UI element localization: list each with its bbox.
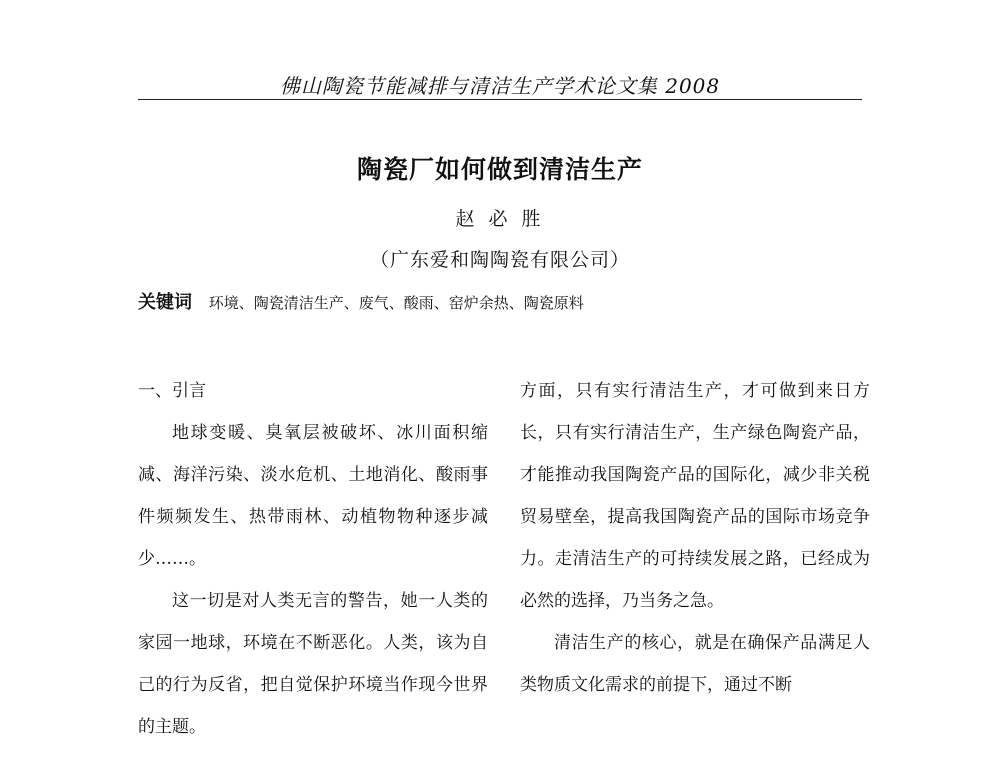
keywords-label: 关键词 bbox=[138, 292, 192, 313]
right-column bbox=[520, 370, 870, 706]
paper-title: 陶瓷厂如何做到清洁生产 bbox=[356, 155, 643, 184]
left-column bbox=[138, 370, 488, 748]
paragraph: 方面，只有实行清洁生产，才可做到来日方长，只有实行清洁生产，生产绿色陶瓷产品，才能推动我国陶瓷产品的国际化，减少非关税贸易壁垒，提高我国陶瓷产品的国际市场竞争力。走清洁生产的可持续发展之路，已经成为必然的选择，乃当务之急。 bbox=[520, 381, 870, 611]
affiliation: （广东爱和陶陶瓷有限公司） bbox=[369, 249, 630, 271]
running-head: 佛山陶瓷节能减排与清洁生产学术论文集 2008 bbox=[279, 74, 721, 98]
paragraph: 这一切是对人类无言的警告，她一人类的家园一地球，环境在不断恶化。人类，该为自己的行为反省，把自觉保护环境当作现今世界的主题。 bbox=[138, 591, 488, 737]
keywords bbox=[138, 288, 862, 314]
author: 赵 必 胜 bbox=[455, 208, 545, 230]
keywords-text: 环境、陶瓷清洁生产、废气、酸雨、窑炉余热、陶瓷原料 bbox=[208, 294, 584, 312]
paragraph: 地球变暖、臭氧层被破坏、冰川面积缩减、海洋污染、淡水危机、土地消化、酸雨事件频频发生、热带雨林、动植物物种逐步减少……。 bbox=[138, 423, 488, 569]
header-rule bbox=[138, 99, 862, 100]
paragraph: 清洁生产的核心，就是在确保产品满足人类物质文化需求的前提下，通过不断 bbox=[520, 633, 870, 695]
section-heading: 一、引言 bbox=[138, 381, 206, 401]
